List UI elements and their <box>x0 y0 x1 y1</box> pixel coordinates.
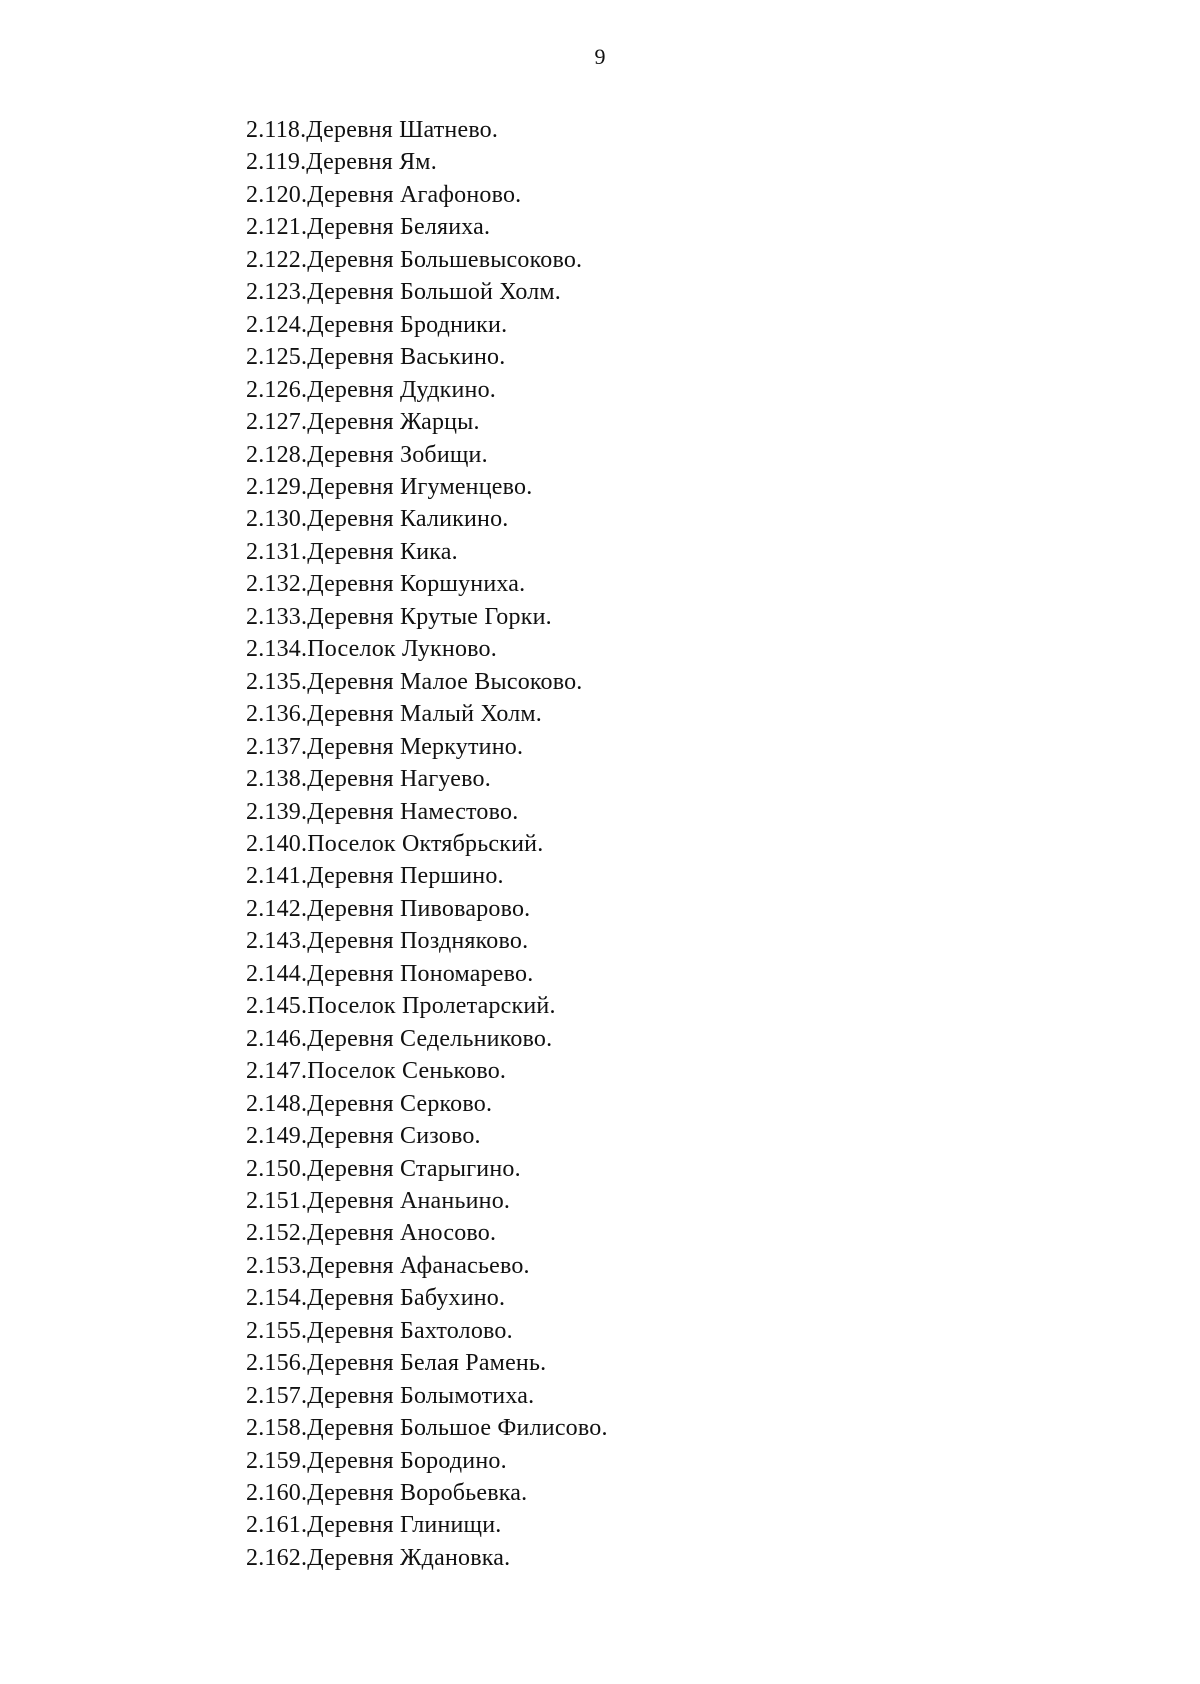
list-item: 2.155.Деревня Бахтолово. <box>246 1317 513 1344</box>
list-item: 2.123.Деревня Большой Холм. <box>246 279 561 306</box>
list-item: 2.143.Деревня Поздняково. <box>246 928 529 955</box>
list-item: 2.138.Деревня Нагуево. <box>246 766 491 793</box>
list-item: 2.162.Деревня Ждановка. <box>246 1544 511 1571</box>
list-item: 2.132.Деревня Коршуниха. <box>246 571 526 598</box>
list-item: 2.134.Поселок Лукново. <box>246 636 497 663</box>
list-item: 2.145.Поселок Пролетарский. <box>246 993 556 1020</box>
list-item: 2.153.Деревня Афанасьево. <box>246 1252 530 1279</box>
list-item: 2.141.Деревня Першино. <box>246 863 504 890</box>
list-item: 2.158.Деревня Большое Филисово. <box>246 1415 608 1442</box>
list-item: 2.148.Деревня Серково. <box>246 1090 493 1117</box>
list-item: 2.127.Деревня Жарцы. <box>246 409 480 436</box>
list-item: 2.140.Поселок Октябрьский. <box>246 830 544 857</box>
page-number: 9 <box>594 44 606 69</box>
list-item: 2.149.Деревня Сизово. <box>246 1123 481 1150</box>
list-item: 2.161.Деревня Глинищи. <box>246 1512 502 1539</box>
list-item: 2.133.Деревня Крутые Горки. <box>246 603 552 630</box>
list-item: 2.130.Деревня Каликино. <box>246 506 509 533</box>
list-item: 2.150.Деревня Старыгино. <box>246 1155 521 1182</box>
list-item: 2.156.Деревня Белая Рамень. <box>246 1350 547 1377</box>
list-item: 2.146.Деревня Седельниково. <box>246 1025 553 1052</box>
list-item: 2.139.Деревня Наместово. <box>246 798 519 825</box>
list-item: 2.124.Деревня Бродники. <box>246 311 508 338</box>
list-item: 2.159.Деревня Бородино. <box>246 1447 507 1474</box>
list-item: 2.154.Деревня Бабухино. <box>246 1285 506 1312</box>
list-item: 2.135.Деревня Малое Высоково. <box>246 668 583 695</box>
list-item: 2.160.Деревня Воробьевка. <box>246 1480 528 1507</box>
list-item: 2.157.Деревня Болымотиха. <box>246 1382 535 1409</box>
list-item: 2.129.Деревня Игуменцево. <box>246 473 533 500</box>
list-item: 2.151.Деревня Ананьино. <box>246 1187 511 1214</box>
list-item: 2.131.Деревня Кика. <box>246 538 458 565</box>
list-item: 2.144.Деревня Пономарево. <box>246 960 534 987</box>
list-item: 2.142.Деревня Пивоварово. <box>246 895 531 922</box>
list-item: 2.147.Поселок Сеньково. <box>246 1058 507 1085</box>
list-item: 2.136.Деревня Малый Холм. <box>246 701 542 728</box>
list-item: 2.128.Деревня Зобищи. <box>246 441 488 468</box>
list-item: 2.120.Деревня Агафоново. <box>246 181 522 208</box>
list-item: 2.119.Деревня Ям. <box>246 149 437 176</box>
settlement-list <box>246 114 608 1574</box>
list-item: 2.121.Деревня Беляиха. <box>246 214 491 241</box>
list-item: 2.118.Деревня Шатнево. <box>246 117 499 143</box>
list-item: 2.122.Деревня Большевысоково. <box>246 246 583 273</box>
list-item: 2.125.Деревня Васькино. <box>246 344 506 371</box>
list-item: 2.137.Деревня Меркутино. <box>246 733 524 760</box>
list-item: 2.152.Деревня Аносово. <box>246 1220 497 1247</box>
list-item: 2.126.Деревня Дудкино. <box>246 376 497 403</box>
